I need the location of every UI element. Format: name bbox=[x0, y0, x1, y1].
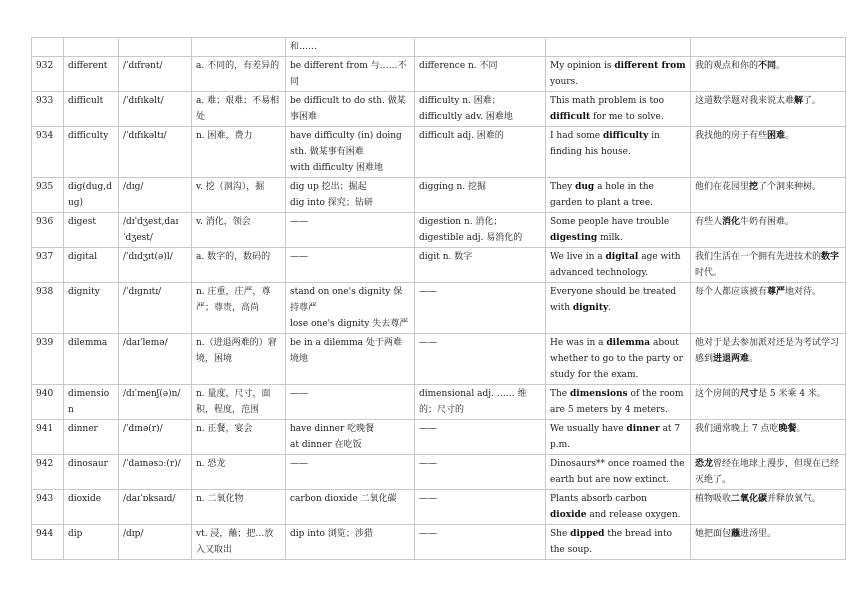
num-cell bbox=[32, 213, 64, 248]
example-cn-text: 这个房间的 bbox=[695, 389, 741, 399]
phonetic: /ˈdɪnə(r)/ bbox=[123, 424, 163, 434]
table-row bbox=[32, 385, 846, 420]
headword: dinner bbox=[68, 424, 98, 434]
example-cn-text: 并释放氧气。 bbox=[767, 494, 822, 504]
example-cn-cell bbox=[691, 38, 846, 57]
definition-cell bbox=[192, 127, 286, 178]
example-cn-cell bbox=[691, 92, 846, 127]
definition: a. 数字的，数码的 bbox=[196, 252, 271, 262]
example-cn-keyword: 解 bbox=[794, 96, 804, 106]
phrase-line: dig up 挖出；掘起 bbox=[290, 182, 367, 192]
table-row bbox=[32, 283, 846, 334]
ipa-cell bbox=[119, 248, 192, 283]
phonetic: /dɪg/ bbox=[123, 182, 144, 192]
entry-number: 932 bbox=[36, 61, 54, 71]
example-cn-cell bbox=[691, 334, 846, 385]
example-cn-text: 我们生活在一个拥有先进技术的 bbox=[695, 252, 822, 262]
example-cn-text: 植物吸收 bbox=[695, 494, 732, 504]
table-row bbox=[32, 178, 846, 213]
example-en-text: I had some bbox=[550, 131, 603, 141]
example-en-text: My opinion is bbox=[550, 61, 615, 71]
num-cell bbox=[32, 178, 64, 213]
phrase-cell bbox=[286, 127, 415, 178]
phonetic: /ˈdɪfrənt/ bbox=[123, 61, 163, 71]
table-row bbox=[32, 455, 846, 490]
word-cell bbox=[64, 334, 119, 385]
ipa-cell bbox=[119, 385, 192, 420]
phonetic: /daɪˈɒksaɪd/ bbox=[123, 494, 176, 504]
derivative-cell bbox=[415, 420, 546, 455]
example-cn-keyword: 困难 bbox=[767, 131, 786, 141]
ipa-cell bbox=[119, 334, 192, 385]
example-en-text: This math problem is too bbox=[550, 96, 664, 106]
example-en-text: about whether to go to the party or study for the exam. bbox=[550, 338, 683, 380]
example-en-text: a hole in the garden to plant a tree. bbox=[550, 182, 654, 208]
definition: a. 难；艰难；不易相处 bbox=[196, 96, 280, 122]
word-cell bbox=[64, 420, 119, 455]
example-cn-cell bbox=[691, 248, 846, 283]
example-en-text: We usually have bbox=[550, 424, 627, 434]
example-en-keyword: difficulty bbox=[602, 131, 649, 141]
phrase-line: with difficulty 困难地 bbox=[290, 163, 384, 173]
ipa-cell bbox=[119, 178, 192, 213]
example-en-text: . bbox=[608, 303, 612, 313]
ipa-cell bbox=[119, 420, 192, 455]
example-en-keyword: dipped bbox=[570, 529, 605, 539]
example-cn-text: 。 bbox=[749, 354, 759, 364]
word-cell bbox=[64, 490, 119, 525]
example-en-text: The bbox=[550, 389, 570, 399]
example-en-text: milk. bbox=[597, 233, 623, 243]
definition-cell bbox=[192, 38, 286, 57]
word-cell bbox=[64, 455, 119, 490]
derivative-line: digging n. 挖掘 bbox=[419, 182, 486, 192]
headword: dilemma bbox=[68, 338, 108, 348]
example-en-text: age with advanced technology. bbox=[550, 252, 681, 278]
example-en-keyword: dioxide bbox=[550, 510, 587, 520]
derivative-line: difference n. 不同 bbox=[419, 61, 498, 71]
phrase-cell bbox=[286, 334, 415, 385]
example-en-text: and release oxygen. bbox=[586, 510, 681, 520]
example-cn-cell bbox=[691, 178, 846, 213]
vocabulary-table-body bbox=[32, 38, 846, 560]
num-cell bbox=[32, 283, 64, 334]
phrase-line: at dinner 在吃饭 bbox=[290, 440, 362, 450]
example-en-cell bbox=[546, 178, 691, 213]
headword: different bbox=[68, 61, 108, 71]
example-cn-keyword: 挖 bbox=[749, 182, 759, 192]
phrase-line: have dinner 吃晚餐 bbox=[290, 424, 375, 434]
example-cn-text: 了。 bbox=[803, 96, 822, 106]
derivative-cell bbox=[415, 490, 546, 525]
ipa-cell bbox=[119, 455, 192, 490]
headword: difficult bbox=[68, 96, 104, 106]
definition: vt. 浸，蘸；把…放入又取出 bbox=[196, 529, 274, 555]
definition: n.（进退两难的）窘境，困境 bbox=[196, 338, 277, 364]
definition-cell bbox=[192, 420, 286, 455]
derivative-line: digestible adj. 易消化的 bbox=[419, 233, 523, 243]
derivative-line: —— bbox=[419, 529, 437, 539]
example-en-cell bbox=[546, 420, 691, 455]
phrase-cell bbox=[286, 385, 415, 420]
definition-cell bbox=[192, 385, 286, 420]
phrase-line: be in a dilemma 处于两难境地 bbox=[290, 338, 402, 364]
entry-number: 935 bbox=[36, 182, 54, 192]
phonetic: /dɪˈdʒest,daɪˈdʒest/ bbox=[123, 217, 179, 243]
definition-cell bbox=[192, 57, 286, 92]
example-cn-cell bbox=[691, 213, 846, 248]
example-en-keyword: different from bbox=[614, 61, 686, 71]
example-cn-text: 每个人都应该被有 bbox=[695, 287, 768, 297]
derivative-line: —— bbox=[419, 338, 437, 348]
example-en-cell bbox=[546, 92, 691, 127]
example-en-text: She bbox=[550, 529, 571, 539]
definition: n. 量度，尺寸，面积，程度，范围 bbox=[196, 389, 271, 415]
headword: dignity bbox=[68, 287, 100, 297]
derivative-cell bbox=[415, 178, 546, 213]
definition-cell bbox=[192, 178, 286, 213]
phonetic: /ˈdɪfɪkəlt/ bbox=[123, 96, 164, 106]
definition: n. 正餐，宴会 bbox=[196, 424, 253, 434]
entry-number: 939 bbox=[36, 338, 54, 348]
num-cell bbox=[32, 420, 64, 455]
derivative-cell bbox=[415, 92, 546, 127]
example-en-keyword: digesting bbox=[550, 233, 598, 243]
example-en-keyword: dinner bbox=[626, 424, 660, 434]
example-en-keyword: difficult bbox=[550, 112, 591, 122]
phrase-cell bbox=[286, 283, 415, 334]
derivative-cell bbox=[415, 57, 546, 92]
phrase-line: be difficult to do sth. 做某事困难 bbox=[290, 96, 406, 122]
headword: dip bbox=[68, 529, 83, 539]
num-cell bbox=[32, 385, 64, 420]
num-cell bbox=[32, 525, 64, 560]
example-en-text: He was in a bbox=[550, 338, 607, 348]
entry-number: 944 bbox=[36, 529, 54, 539]
example-cn-text: 。 bbox=[776, 61, 786, 71]
phrase-cell bbox=[286, 490, 415, 525]
example-cn-cell bbox=[691, 127, 846, 178]
example-cn-text: 他们在花园里 bbox=[695, 182, 750, 192]
derivative-line: —— bbox=[419, 287, 437, 297]
headword: dimension bbox=[68, 389, 110, 415]
phonetic: /ˈdɪdʒɪt(ə)l/ bbox=[123, 252, 173, 262]
word-cell bbox=[64, 385, 119, 420]
num-cell bbox=[32, 57, 64, 92]
example-cn-cell bbox=[691, 420, 846, 455]
derivative-cell bbox=[415, 334, 546, 385]
num-cell bbox=[32, 127, 64, 178]
phrase-line: carbon dioxide 二氧化碳 bbox=[290, 494, 397, 504]
example-en-cell bbox=[546, 385, 691, 420]
example-en-text: We live in a bbox=[550, 252, 606, 262]
example-en-text: yours. bbox=[550, 77, 579, 87]
derivative-cell bbox=[415, 127, 546, 178]
word-cell bbox=[64, 38, 119, 57]
definition: n. 困难，费力 bbox=[196, 131, 253, 141]
table-row bbox=[32, 213, 846, 248]
example-en-cell bbox=[546, 525, 691, 560]
example-cn-text: 。 bbox=[796, 424, 806, 434]
example-cn-text: 地对待。 bbox=[785, 287, 822, 297]
example-cn-cell bbox=[691, 490, 846, 525]
phrase-line: be different from 与……不同 bbox=[290, 61, 407, 87]
phrase-cell bbox=[286, 248, 415, 283]
example-cn-text: 这道数学题对我来说太难 bbox=[695, 96, 795, 106]
headword: digest bbox=[68, 217, 96, 227]
entry-number: 933 bbox=[36, 96, 54, 106]
example-en-text: Some people have trouble bbox=[550, 217, 670, 227]
table-row-continuation bbox=[32, 38, 846, 57]
table-row bbox=[32, 57, 846, 92]
derivative-cell bbox=[415, 525, 546, 560]
example-cn-cell bbox=[691, 385, 846, 420]
example-en-text: at 7 p.m. bbox=[550, 424, 681, 450]
example-cn-text: 了个洞来种树。 bbox=[758, 182, 822, 192]
derivative-line: digit n. 数字 bbox=[419, 252, 473, 262]
phrase-line: —— bbox=[290, 252, 308, 262]
phonetic: /ˈdaɪnəsɔː(r)/ bbox=[123, 459, 181, 469]
word-cell bbox=[64, 127, 119, 178]
derivative-cell bbox=[415, 385, 546, 420]
table-row bbox=[32, 248, 846, 283]
derivative-cell bbox=[415, 213, 546, 248]
entry-number: 934 bbox=[36, 131, 54, 141]
word-cell bbox=[64, 178, 119, 213]
num-cell bbox=[32, 248, 64, 283]
example-en-cell bbox=[546, 455, 691, 490]
definition-cell bbox=[192, 213, 286, 248]
derivative-line: —— bbox=[419, 459, 437, 469]
example-cn-text: 是 5 米乘 4 米。 bbox=[758, 389, 826, 399]
derivative-line: digestion n. 消化； bbox=[419, 217, 503, 227]
definition-cell bbox=[192, 490, 286, 525]
entry-number: 938 bbox=[36, 287, 54, 297]
entry-number: 940 bbox=[36, 389, 54, 399]
example-cn-keyword: 数字 bbox=[821, 252, 840, 262]
num-cell bbox=[32, 455, 64, 490]
phrase-cell bbox=[286, 57, 415, 92]
example-en-cell bbox=[546, 283, 691, 334]
phrase-line: lose one's dignity 失去尊严 bbox=[290, 319, 409, 329]
derivative-line: difficultly adv. 困难地 bbox=[419, 112, 513, 122]
example-cn-keyword: 不同 bbox=[758, 61, 777, 71]
num-cell bbox=[32, 334, 64, 385]
phrase-cell bbox=[286, 455, 415, 490]
example-en-text: the bread into the soup. bbox=[550, 529, 673, 555]
example-en-text: They bbox=[550, 182, 576, 192]
ipa-cell bbox=[119, 283, 192, 334]
example-en-text: for me to solve. bbox=[590, 112, 664, 122]
derivative-cell bbox=[415, 283, 546, 334]
example-en-keyword: digital bbox=[605, 252, 639, 262]
derivative-line: difficult adj. 困难的 bbox=[419, 131, 504, 141]
example-cn-text: 曾经在地球上漫步，但现在已经灭绝了。 bbox=[695, 459, 840, 485]
example-cn-cell bbox=[691, 57, 846, 92]
entry-number: 937 bbox=[36, 252, 54, 262]
phrase-cell bbox=[286, 420, 415, 455]
example-cn-text: 。 bbox=[785, 131, 795, 141]
example-cn-text: 牛奶有困难。 bbox=[740, 217, 795, 227]
table-row bbox=[32, 127, 846, 178]
derivative-line: dimensional adj. …… 维的；尺寸的 bbox=[419, 389, 527, 415]
definition: n. 二氧化物 bbox=[196, 494, 244, 504]
example-en-keyword: dimensions bbox=[570, 389, 628, 399]
example-cn-cell bbox=[691, 455, 846, 490]
phrase-line: dip into 浏览；涉猎 bbox=[290, 529, 373, 539]
example-en-text: Plants absorb carbon bbox=[550, 494, 647, 504]
phrase-line: —— bbox=[290, 459, 308, 469]
num-cell bbox=[32, 490, 64, 525]
example-en-cell bbox=[546, 490, 691, 525]
phonetic: /daɪˈlemə/ bbox=[123, 338, 168, 348]
derivative-cell bbox=[415, 248, 546, 283]
example-en-text: of the room are 5 meters by 4 meters. bbox=[550, 389, 684, 415]
ipa-cell bbox=[119, 92, 192, 127]
example-cn-text: 时代。 bbox=[695, 268, 723, 278]
example-cn-keyword: 晚餐 bbox=[778, 424, 797, 434]
word-cell bbox=[64, 57, 119, 92]
example-cn-keyword: 尊严 bbox=[767, 287, 786, 297]
phrase-cell bbox=[286, 92, 415, 127]
example-cn-text: 我的观点和你的 bbox=[695, 61, 759, 71]
example-cn-text: 我们通常晚上 7 点吃 bbox=[695, 424, 779, 434]
definition: a. 不同的，有差异的 bbox=[196, 61, 280, 71]
definition-cell bbox=[192, 92, 286, 127]
headword: dig(dug,dug) bbox=[68, 182, 112, 208]
ipa-cell bbox=[119, 213, 192, 248]
num-cell bbox=[32, 92, 64, 127]
example-en-cell bbox=[546, 248, 691, 283]
phrase-line: —— bbox=[290, 389, 308, 399]
example-en-cell bbox=[546, 213, 691, 248]
ipa-cell bbox=[119, 525, 192, 560]
derivative-line: difficulty n. 困难； bbox=[419, 96, 501, 106]
example-en-cell bbox=[546, 334, 691, 385]
example-cn-keyword: 消化 bbox=[722, 217, 741, 227]
example-en-keyword: dignity bbox=[572, 303, 609, 313]
example-en-text: Everyone should be treated with bbox=[550, 287, 677, 313]
definition: n. 庄重，庄严，尊严；尊贵，高尚 bbox=[196, 287, 271, 313]
definition: v. 挖（洞沟），掘 bbox=[196, 182, 265, 192]
word-cell bbox=[64, 92, 119, 127]
word-cell bbox=[64, 248, 119, 283]
example-en-keyword: dilemma bbox=[606, 338, 651, 348]
table-row bbox=[32, 334, 846, 385]
example-cn-text: 她把面包 bbox=[695, 529, 732, 539]
phrase-cell bbox=[286, 178, 415, 213]
example-cn-keyword: 尺寸 bbox=[740, 389, 759, 399]
example-cn-keyword: 恐龙 bbox=[695, 459, 714, 469]
headword: dioxide bbox=[68, 494, 102, 504]
headword: digital bbox=[68, 252, 98, 262]
example-cn-text: 我找他的房子有些 bbox=[695, 131, 768, 141]
example-cn-text: 他对于是去参加派对还是为考试学习感到 bbox=[695, 338, 840, 364]
phrase-cell bbox=[286, 213, 415, 248]
entry-number: 941 bbox=[36, 424, 54, 434]
word-cell bbox=[64, 525, 119, 560]
definition-cell bbox=[192, 455, 286, 490]
example-en-cell bbox=[546, 57, 691, 92]
definition: n. 恐龙 bbox=[196, 459, 226, 469]
example-cn-keyword: 蘸 bbox=[731, 529, 741, 539]
phonetic: /dɪˈmenʃ(ə)n/ bbox=[123, 389, 181, 399]
phonetic: /ˈdɪgnɪtɪ/ bbox=[123, 287, 162, 297]
entry-number: 943 bbox=[36, 494, 54, 504]
phonetic: /dɪp/ bbox=[123, 529, 144, 539]
derivative-cell bbox=[415, 38, 546, 57]
definition: v. 消化，领会 bbox=[196, 217, 251, 227]
derivative-line: —— bbox=[419, 494, 437, 504]
word-cell bbox=[64, 283, 119, 334]
headword: difficulty bbox=[68, 131, 109, 141]
phrase-line: have difficulty (in) doing sth. 做某事有困难 bbox=[290, 131, 402, 157]
phrase-line: stand on one's dignity 保持尊严 bbox=[290, 287, 403, 313]
ipa-cell bbox=[119, 57, 192, 92]
entry-number: 936 bbox=[36, 217, 54, 227]
example-cn-keyword: 二氧化碳 bbox=[731, 494, 768, 504]
example-en-text: Dinosaurs** once roamed the earth but are now extinct. bbox=[550, 459, 685, 485]
example-en-text: in finding his house. bbox=[550, 131, 660, 157]
example-cn-text: 进汤里。 bbox=[740, 529, 777, 539]
example-cn-cell bbox=[691, 525, 846, 560]
headword: dinosaur bbox=[68, 459, 108, 469]
ipa-cell bbox=[119, 490, 192, 525]
ipa-cell bbox=[119, 38, 192, 57]
table-row bbox=[32, 490, 846, 525]
example-cn-keyword: 进退两难 bbox=[713, 354, 750, 364]
derivative-line: —— bbox=[419, 424, 437, 434]
vocabulary-table bbox=[31, 37, 846, 560]
phrase-cell bbox=[286, 525, 415, 560]
definition-cell bbox=[192, 283, 286, 334]
definition-cell bbox=[192, 525, 286, 560]
phrase-line: —— bbox=[290, 217, 308, 227]
entry-number: 942 bbox=[36, 459, 54, 469]
phrase-cell: 和…… bbox=[286, 38, 415, 57]
table-row bbox=[32, 92, 846, 127]
example-cn-cell bbox=[691, 283, 846, 334]
definition-cell bbox=[192, 248, 286, 283]
example-en-cell bbox=[546, 127, 691, 178]
table-row bbox=[32, 525, 846, 560]
example-en-keyword: dug bbox=[575, 182, 595, 192]
phrase-line: dig into 探究；钻研 bbox=[290, 198, 373, 208]
phonetic: /ˈdɪfɪkəltɪ/ bbox=[123, 131, 167, 141]
example-en-cell bbox=[546, 38, 691, 57]
num-cell bbox=[32, 38, 64, 57]
ipa-cell bbox=[119, 127, 192, 178]
word-cell bbox=[64, 213, 119, 248]
derivative-cell bbox=[415, 455, 546, 490]
definition-cell bbox=[192, 334, 286, 385]
example-cn-text: 有些人 bbox=[695, 217, 723, 227]
table-row bbox=[32, 420, 846, 455]
